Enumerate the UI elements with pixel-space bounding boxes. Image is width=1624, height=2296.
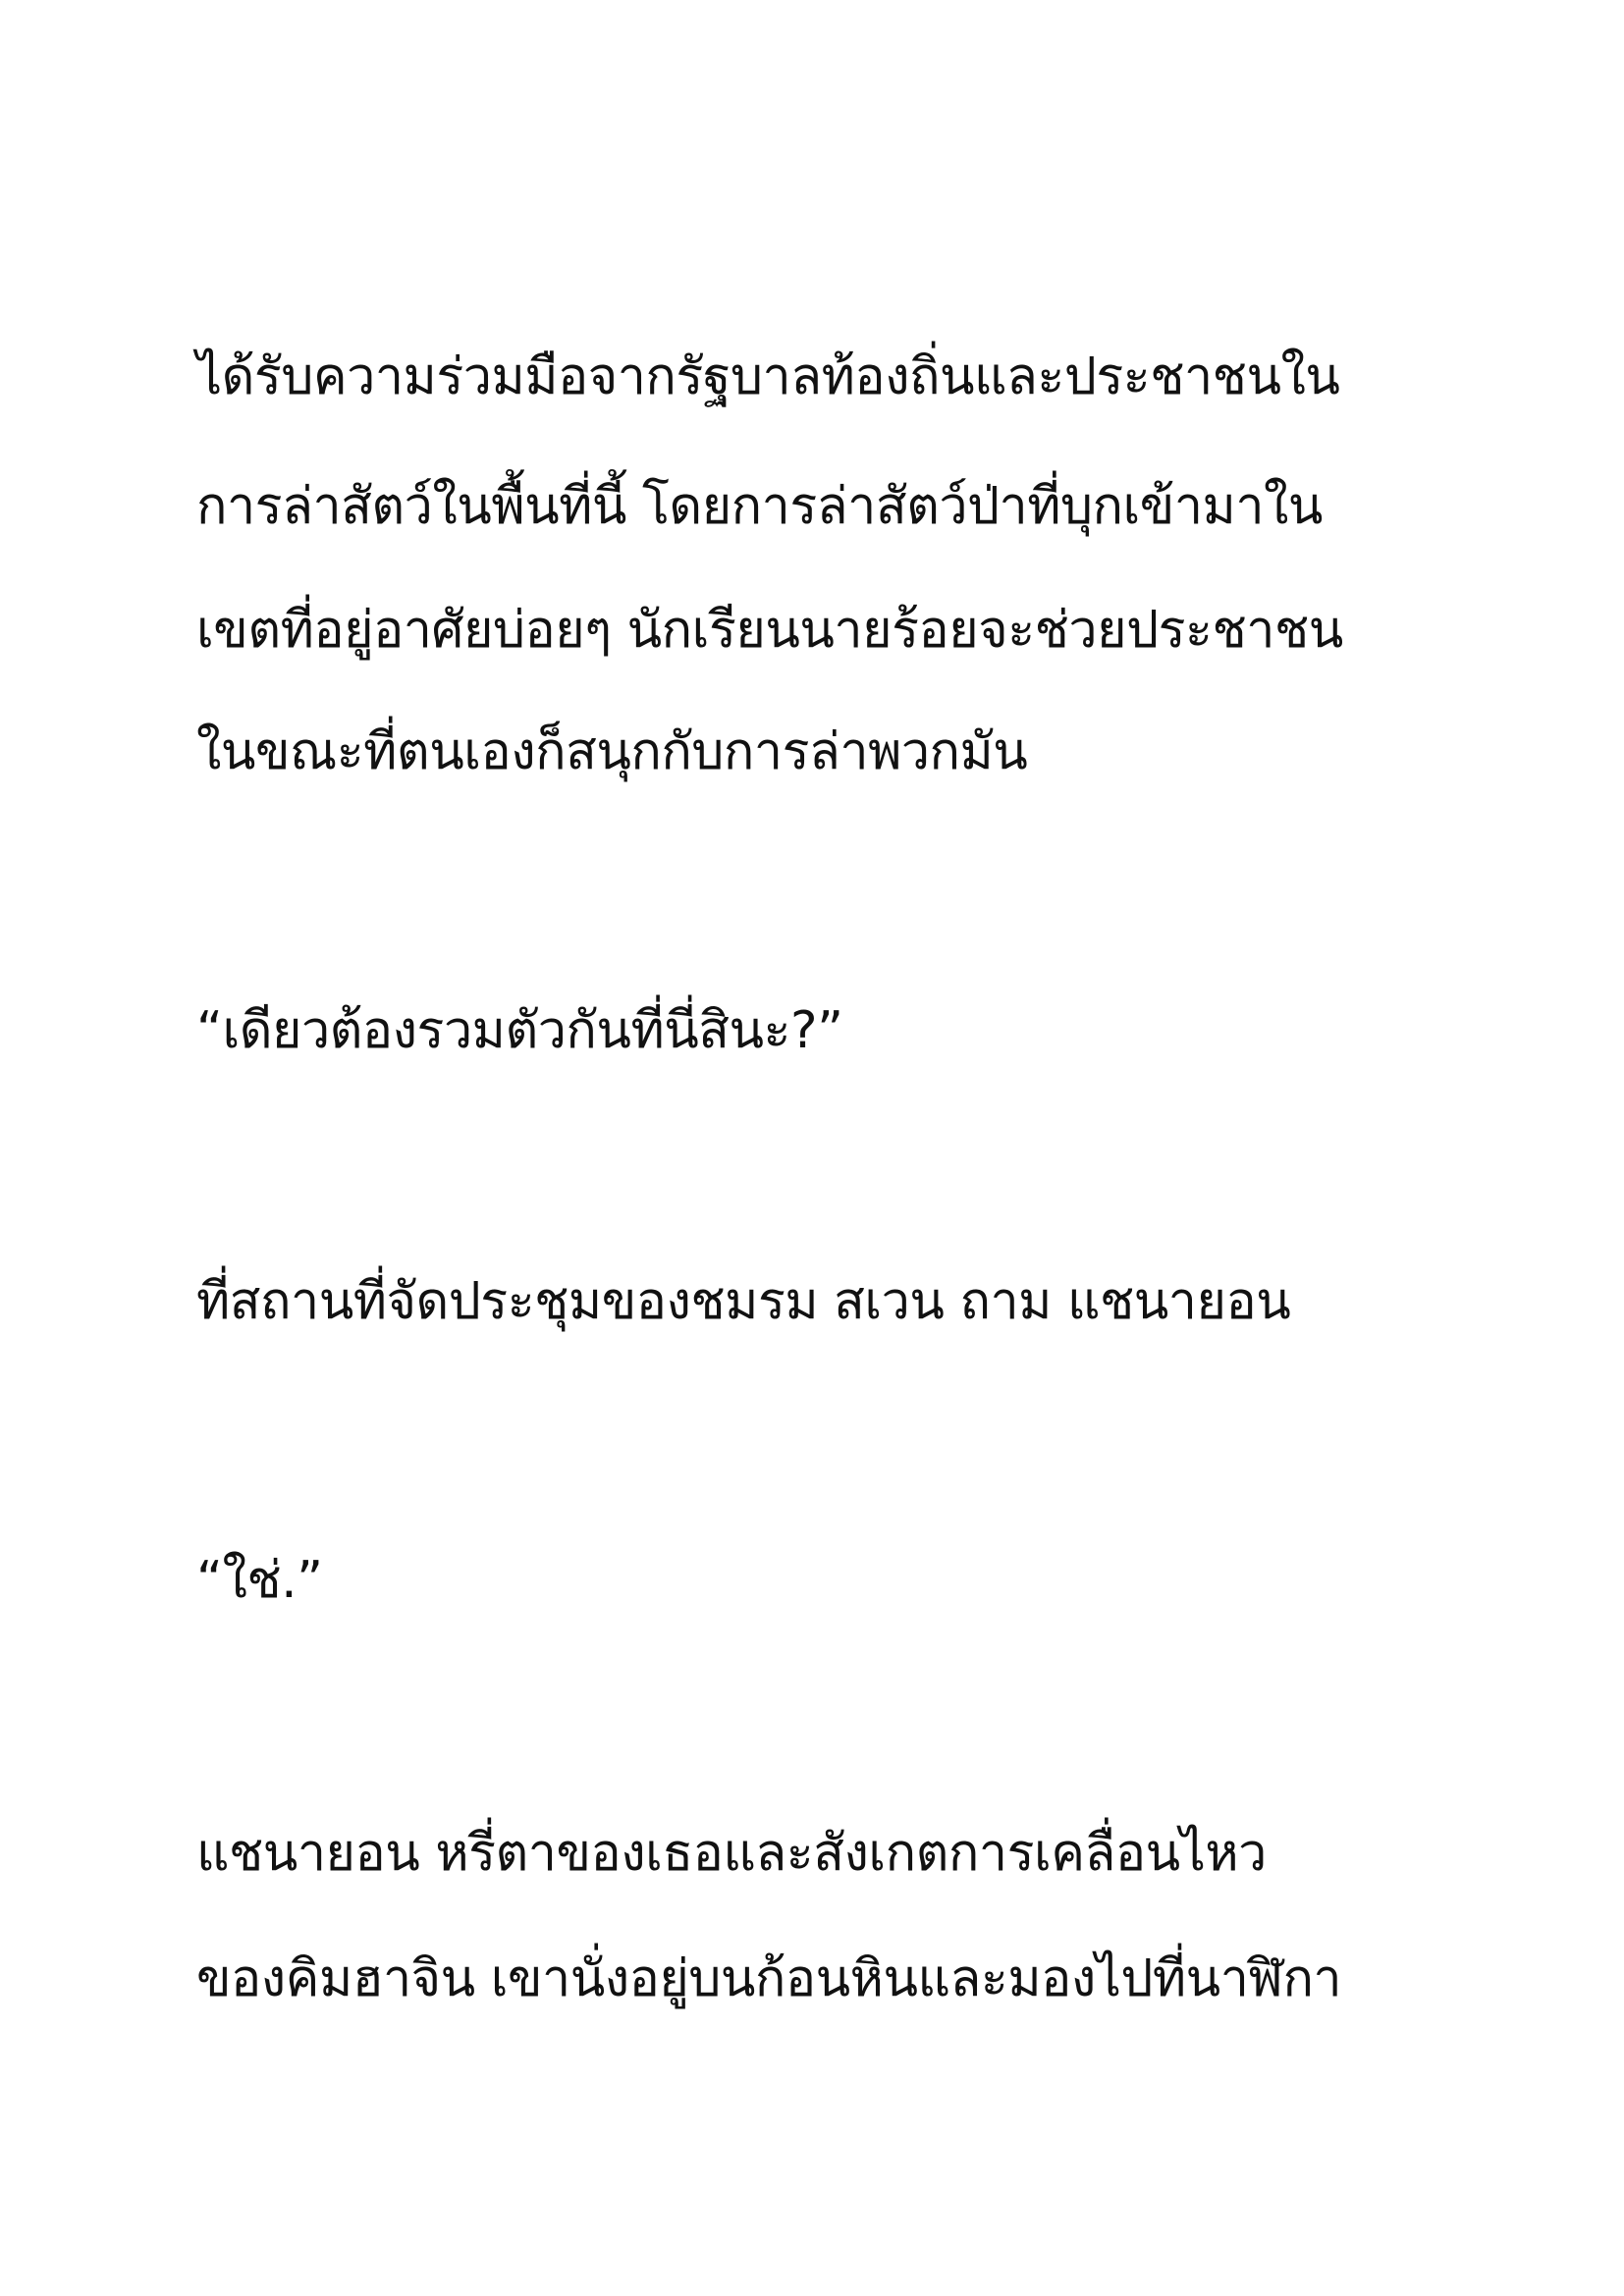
dialogue-line: “ใช่.” — [196, 1551, 323, 1610]
paragraph-line: ได้รับความร่วมมือจากรัฐบาลท้องถิ่นและประชาชนใน — [196, 347, 1340, 406]
paragraph-line: เขตที่อยู่อาศัยบ่อยๆ นักเรียนนายร้อยจะช่วยประชาชน — [196, 601, 1343, 660]
paragraph-line: แชนายอน หรี่ตาของเธอและสังเกตการเคลื่อนไหว — [196, 1824, 1267, 1883]
dialogue-line: “เดียวต้องรวมตัวกันที่นี่สินะ?” — [196, 1001, 843, 1060]
paragraph-line: ของคิมฮาจิน เขานั่งอยู่บนก้อนหินและมองไปที่นาฬิกา — [196, 1949, 1342, 2008]
paragraph-line: การล่าสัตว์ในพื้นที่นี้ โดยการล่าสัตว์ป่าที่บุกเข้ามาใน — [196, 477, 1323, 536]
paragraph-line: ในขณะที่ตนเองก็สนุกกับการล่าพวกมัน — [196, 722, 1028, 781]
paragraph-line: ที่สถานที่จัดประชุมของชมรม สเวน ถาม แชนายอน — [196, 1272, 1291, 1331]
